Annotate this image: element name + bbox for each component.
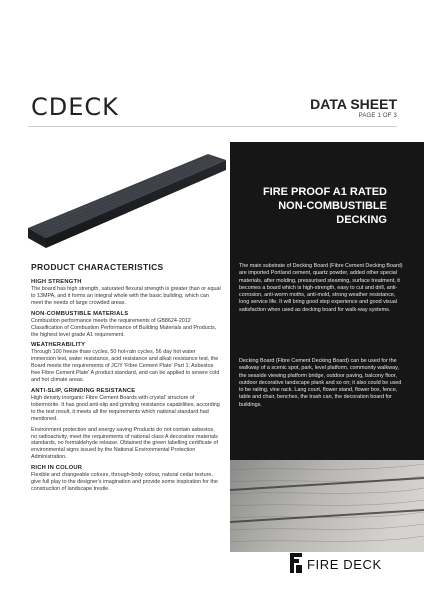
characteristic-title: RICH IN COLOUR [31,465,83,472]
data-sheet-title: DATA SHEET [310,96,397,112]
characteristic-body: High density inorganic Fibre Cement Boards with crystal' structure of tobermorite. It has good anti-slip and grinding resistance capabilities, according to the test result, it meets all the requirements which national standard had mentioned. [31,394,220,422]
decking-board-image [20,148,230,250]
characteristic-non-combustible [31,311,221,339]
section-heading: PRODUCT CHARACTERISTICS [31,262,164,272]
characteristic-title: HIGH STRENGTH [31,279,82,285]
characteristic-body: Combustion performance meets the requirements of GB8624-2012 Classification of Combustion Performance of Building Materials and Products, the highest level grade A1 requirement. [31,317,217,338]
characteristic-title: NON-COMBUSTIBLE MATERIALS [31,310,129,317]
characteristic-body: Through 100 freeze thaw cycles, 50 hot-rain cycles, 56 day hot water immersion test, water resistance, acid resistance and alkali resistance test, the Board meets the requirements of JC/Y 'Fibre Cement Plate' Part 1: Asbestos free Fibre Cement Plate' A product standard, and can be applied to severe cold and hot climate areas. [31,349,220,384]
characteristic-rich-in-colour [31,465,221,493]
fire-deck-logo [290,553,410,575]
characteristic-title: WEATHERABILITY [31,342,86,349]
cdeck-logo: CDECK [31,93,119,121]
header-divider [28,126,397,127]
substrate-paragraph: The main substrate of Decking Board (Fibre Cement Decking Board) are imported Portland cement, quartz powder, added other special materials, after molding, pressurised steaming, surface treatment, it becomes a board which is high-strength, easy to cut and drill, anti-corrosion, anti-worm moths, anti-mold, strong weather resistance, long service life. It will bring good step experience and good visual satisfaction when used as decking board for walk-way systems. [239,263,403,313]
wood-texture-photo [230,460,424,552]
characteristic-weatherability [31,342,221,384]
product-characteristics [31,262,221,497]
headline [234,185,387,227]
headline-line-1: FIRE PROOF A1 RATED [262,186,387,198]
environment-paragraph: Environment protection and energy saving Products do not contain asbestos, no radioactivity, meet the requirements of national class A decorative materials standards, no formaldehyde release. Obtained the green labelling certificate of environmental signs issued by the National Environmental Protection Administration. [31,426,218,461]
characteristic-body: The board has high strength, saturated flexural strength is greater than or equal to 13MPA, and it forms an integral whole with the basic building, which can meet the needs of large crowded areas. [31,286,221,306]
fire-deck-mark-icon [290,553,302,573]
characteristic-body: Flexible and changeable colours, through-body colour, natural cedar texture, give full play to the designer's imagination and provide some inspiration for the construction of landscape trestle. [31,472,218,492]
headline-line-3: DECKING [336,214,387,226]
fire-deck-brand-text: FIRE DECK [307,557,382,572]
characteristic-high-strength [31,279,221,307]
page-label: PAGE 1 OF 3 [358,113,397,119]
applications-paragraph: Decking Board (Fibre Cement Decking Board) can be used for the walkway of a scenic spot, park, level platform, community walkway, the seaside viewing platform bridge, outdoor paving, balcony floor, outdoor decorative landscape plank and so on; it also could be used to be railing, vine rack. Lang court, flower stand, flower box, fence, table and chair, benches, the trash can, the decoration board for buildings. [239,358,402,408]
characteristic-title: ANTI-SLIP, GRINDING RESISTANCE [31,387,136,394]
characteristic-anti-slip [31,388,221,423]
headline-line-2: NON-COMBUSTIBLE [278,200,387,212]
